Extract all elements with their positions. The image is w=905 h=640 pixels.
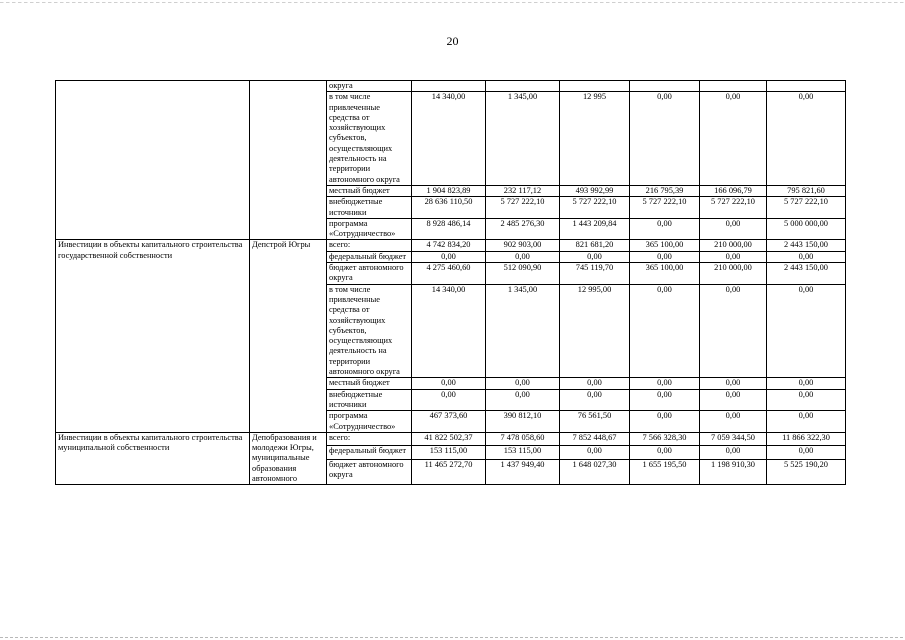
year-value-cell: 5 727 222,10: [560, 197, 630, 219]
funding-source-cell: бюджет автономного округа: [327, 459, 412, 485]
total-value-cell: 4 742 834,20: [412, 240, 486, 251]
year-value-cell: 12 995,00: [560, 284, 630, 378]
year-value-cell: 216 795,39: [630, 185, 700, 196]
funding-source-cell: федеральный бюджет: [327, 251, 412, 262]
year-value-cell: 7 478 058,60: [486, 432, 560, 445]
year-value-cell: 76 561,50: [560, 411, 630, 433]
year-value-cell: 0,00: [700, 389, 767, 411]
total-value-cell: 0,00: [412, 251, 486, 262]
table-row: [56, 432, 846, 445]
year-value-cell: 7 566 328,30: [630, 432, 700, 445]
funding-source-cell: в том числе привлеченные средства от хозяйствующих субъектов, осуществляющих деятельность на территории автономного округа: [327, 92, 412, 186]
funding-source-cell: в том числе привлеченные средства от хозяйствующих субъектов, осуществляющих деятельность на территории автономного округа: [327, 284, 412, 378]
funding-source-cell: местный бюджет: [327, 185, 412, 196]
total-value-cell: 11 465 272,70: [412, 459, 486, 485]
executor-cell: Депобразования и молодежи Югры, муниципальные образования автономного: [250, 432, 327, 484]
total-value-cell: 153 115,00: [412, 446, 486, 459]
year-value-cell: 5 727 222,10: [486, 197, 560, 219]
total-value-cell: 0,00: [412, 389, 486, 411]
total-value-cell: 4 275 460,60: [412, 263, 486, 285]
year-value-cell: 210 000,00: [700, 240, 767, 251]
funding-source-cell: всего:: [327, 240, 412, 251]
financing-table: [55, 80, 846, 485]
year-value-cell: 821 681,20: [560, 240, 630, 251]
activity-name-cell: Инвестиции в объекты капитального строительства государственной собственности: [56, 240, 250, 432]
year-value-cell: 0,00: [630, 92, 700, 186]
funding-source-cell: местный бюджет: [327, 378, 412, 389]
year-value-cell: 745 119,70: [560, 263, 630, 285]
year-value-cell: 0,00: [560, 378, 630, 389]
year-value-cell: 210 000,00: [700, 263, 767, 285]
total-value-cell: [412, 81, 486, 92]
year-value-cell: 493 992,99: [560, 185, 630, 196]
year-value-cell: [486, 81, 560, 92]
year-value-cell: 1 437 949,40: [486, 459, 560, 485]
funding-source-cell: внебюджетные источники: [327, 197, 412, 219]
total-value-cell: 28 636 110,50: [412, 197, 486, 219]
year-value-cell: 0,00: [486, 378, 560, 389]
funding-source-cell: бюджет автономного округа: [327, 263, 412, 285]
funding-source-cell: федеральный бюджет: [327, 446, 412, 459]
table-row: [56, 81, 846, 92]
year-value-cell: 0,00: [630, 251, 700, 262]
year-value-cell: 365 100,00: [630, 263, 700, 285]
scan-edge-bottom: [0, 637, 905, 638]
year-value-cell: 0,00: [630, 284, 700, 378]
year-value-cell: 0,00: [767, 284, 846, 378]
funding-source-cell: внебюджетные источники: [327, 389, 412, 411]
year-value-cell: 5 727 222,10: [630, 197, 700, 219]
year-value-cell: [700, 81, 767, 92]
year-value-cell: 0,00: [767, 411, 846, 433]
year-value-cell: 0,00: [700, 251, 767, 262]
funding-source-cell: всего:: [327, 432, 412, 445]
year-value-cell: 0,00: [700, 411, 767, 433]
year-value-cell: 0,00: [630, 389, 700, 411]
year-value-cell: 166 096,79: [700, 185, 767, 196]
scan-edge-top: [0, 2, 905, 3]
year-value-cell: [560, 81, 630, 92]
year-value-cell: 1 443 209,84: [560, 218, 630, 240]
year-value-cell: 5 000 000,00: [767, 218, 846, 240]
year-value-cell: 0,00: [486, 251, 560, 262]
page-number: 20: [446, 34, 459, 48]
year-value-cell: 0,00: [630, 378, 700, 389]
year-value-cell: 0,00: [630, 411, 700, 433]
year-value-cell: 2 443 150,00: [767, 263, 846, 285]
year-value-cell: 5 727 222,10: [700, 197, 767, 219]
year-value-cell: 0,00: [630, 218, 700, 240]
total-value-cell: 1 904 823,89: [412, 185, 486, 196]
activity-name-cell: Инвестиции в объекты капитального строительства муниципальной собственности: [56, 432, 250, 484]
year-value-cell: 12 995: [560, 92, 630, 186]
year-value-cell: 365 100,00: [630, 240, 700, 251]
year-value-cell: 5 727 222,10: [767, 197, 846, 219]
year-value-cell: 153 115,00: [486, 446, 560, 459]
table-row: [56, 240, 846, 251]
year-value-cell: 0,00: [767, 389, 846, 411]
funding-source-cell: программа «Сотрудничество»: [327, 411, 412, 433]
total-value-cell: 41 822 502,37: [412, 432, 486, 445]
year-value-cell: 0,00: [560, 251, 630, 262]
year-value-cell: 7 852 448,67: [560, 432, 630, 445]
year-value-cell: [630, 81, 700, 92]
year-value-cell: 0,00: [767, 446, 846, 459]
total-value-cell: 14 340,00: [412, 92, 486, 186]
year-value-cell: 0,00: [560, 446, 630, 459]
year-value-cell: 0,00: [700, 378, 767, 389]
year-value-cell: 1 648 027,30: [560, 459, 630, 485]
executor-cell: [250, 81, 327, 240]
year-value-cell: 390 812,10: [486, 411, 560, 433]
year-value-cell: 2 485 276,30: [486, 218, 560, 240]
total-value-cell: 8 928 486,14: [412, 218, 486, 240]
year-value-cell: 512 090,90: [486, 263, 560, 285]
year-value-cell: 1 345,00: [486, 92, 560, 186]
year-value-cell: 0,00: [486, 389, 560, 411]
funding-source-cell: программа «Сотрудничество»: [327, 218, 412, 240]
year-value-cell: 0,00: [560, 389, 630, 411]
year-value-cell: 1 198 910,30: [700, 459, 767, 485]
total-value-cell: 467 373,60: [412, 411, 486, 433]
year-value-cell: 232 117,12: [486, 185, 560, 196]
year-value-cell: 1 655 195,50: [630, 459, 700, 485]
year-value-cell: 902 903,00: [486, 240, 560, 251]
year-value-cell: 0,00: [767, 92, 846, 186]
year-value-cell: 11 866 322,30: [767, 432, 846, 445]
year-value-cell: 1 345,00: [486, 284, 560, 378]
activity-name-cell: [56, 81, 250, 240]
year-value-cell: 0,00: [767, 378, 846, 389]
year-value-cell: 2 443 150,00: [767, 240, 846, 251]
total-value-cell: 14 340,00: [412, 284, 486, 378]
funding-source-cell: округа: [327, 81, 412, 92]
year-value-cell: 0,00: [700, 92, 767, 186]
year-value-cell: [767, 81, 846, 92]
year-value-cell: 0,00: [700, 446, 767, 459]
year-value-cell: 0,00: [700, 218, 767, 240]
total-value-cell: 0,00: [412, 378, 486, 389]
year-value-cell: 0,00: [630, 446, 700, 459]
year-value-cell: 795 821,60: [767, 185, 846, 196]
year-value-cell: 7 059 344,50: [700, 432, 767, 445]
year-value-cell: 5 525 190,20: [767, 459, 846, 485]
year-value-cell: 0,00: [700, 284, 767, 378]
year-value-cell: 0,00: [767, 251, 846, 262]
executor-cell: Депстрой Югры: [250, 240, 327, 432]
